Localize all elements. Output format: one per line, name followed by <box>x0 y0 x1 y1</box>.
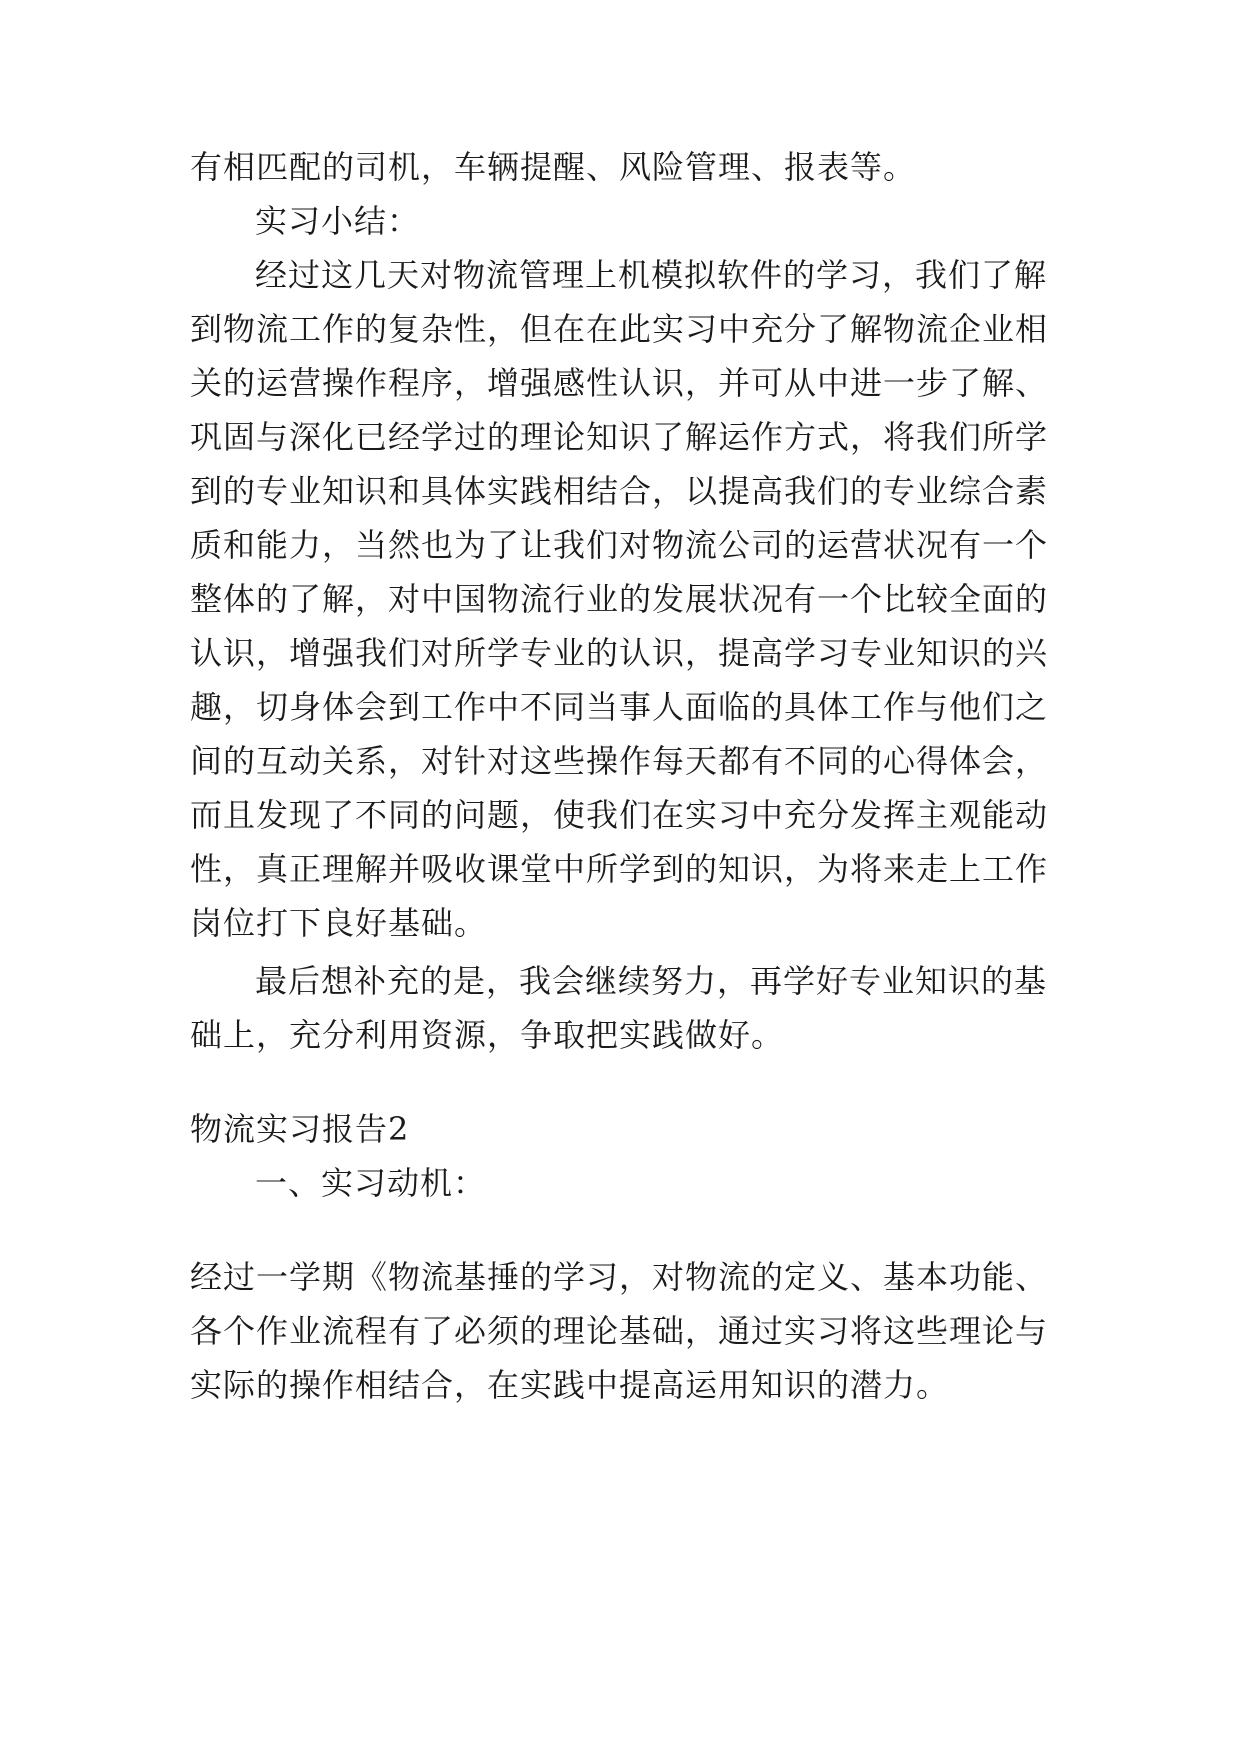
section-heading-motivation: 一、实习动机： <box>255 1164 487 1202</box>
paragraph-line: 岗位打下良好基础。 <box>190 904 488 942</box>
paragraph-line: 间的互动关系，对针对这些操作每天都有不同的心得体会， <box>190 742 1049 780</box>
paragraph-line: 性，真正理解并吸收课堂中所学到的知识，为将来走上工作 <box>190 850 1049 888</box>
paragraph-line: 趣，切身体会到工作中不同当事人面临的具体工作与他们之 <box>190 688 1049 726</box>
section-heading-summary: 实习小结： <box>255 202 421 240</box>
paragraph-line: 认识，增强我们对所学专业的认识，提高学习专业知识的兴 <box>190 634 1049 672</box>
paragraph-line: 整体的了解，对中国物流行业的发展状况有一个比较全面的 <box>190 580 1049 618</box>
paragraph-line: 有相匹配的司机，车辆提醒、风险管理、报表等。 <box>190 148 917 186</box>
paragraph-line: 经过一学期《物流基捶的学习，对物流的定义、基本功能、 <box>190 1258 1049 1296</box>
paragraph-line: 础上，充分利用资源，争取把实践做好。 <box>190 1016 785 1054</box>
paragraph-line: 各个作业流程有了必须的理论基础，通过实习将这些理论与 <box>190 1312 1049 1350</box>
paragraph-line: 而且发现了不同的问题，使我们在实习中充分发挥主观能动 <box>190 796 1049 834</box>
paragraph-line: 巩固与深化已经学过的理论知识了解运作方式，将我们所学 <box>190 418 1049 456</box>
paragraph-line: 到的专业知识和具体实践相结合，以提高我们的专业综合素 <box>190 472 1049 510</box>
paragraph-line: 最后想补充的是，我会继续努力，再学好专业知识的基 <box>255 962 1048 1000</box>
paragraph-line: 质和能力，当然也为了让我们对物流公司的运营状况有一个 <box>190 526 1049 564</box>
paragraph-line: 到物流工作的复杂性，但在在此实习中充分了解物流企业相 <box>190 310 1049 348</box>
paragraph-line: 关的运营操作程序，增强感性认识，并可从中进一步了解、 <box>190 364 1049 402</box>
paragraph-line: 经过这几天对物流管理上机模拟软件的学习，我们了解 <box>255 256 1048 294</box>
paragraph-line: 实际的操作相结合，在实践中提高运用知识的潜力。 <box>190 1366 950 1404</box>
report-title: 物流实习报告2 <box>190 1110 410 1148</box>
